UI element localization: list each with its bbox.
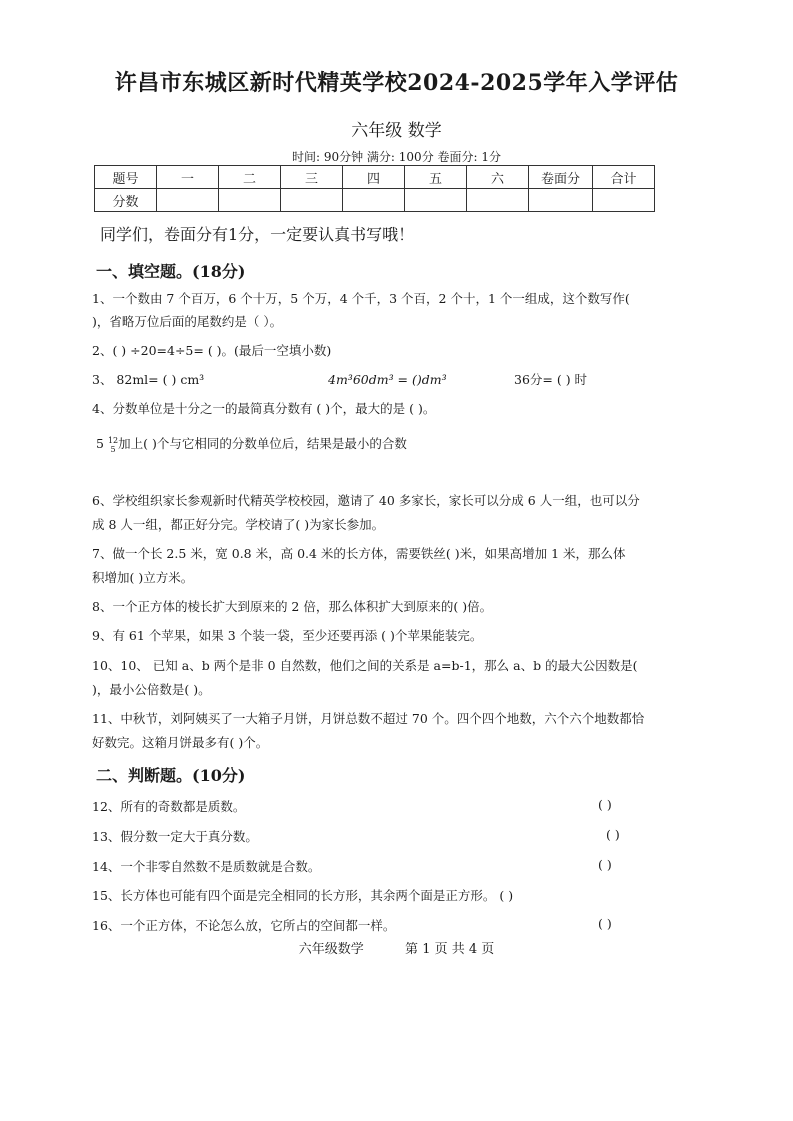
question-5-fraction [108, 436, 118, 454]
true-false-statement: 14、一个非零自然数不是质数就是合数。 [92, 859, 321, 874]
true-false-item [92, 857, 692, 875]
true-false-item [92, 797, 692, 815]
question-6-line-1: 6、学校组织家长参观新时代精英学校校园，邀请了 40 多家长，家长可以分成 6 人一组，也可以分 [92, 493, 640, 508]
score-input-cell[interactable] [529, 189, 593, 212]
question-4: 4、分数单位是十分之一的最简真分数有 ( )个，最大的是 ( )。 [92, 401, 436, 416]
score-table-cell: 题号 [95, 166, 157, 189]
score-table-cell: 合计 [593, 166, 655, 189]
question-3-part-a: 3、 82ml= ( ) cm³ [92, 372, 205, 387]
section-fill-in-title: 一、填空题。(18分) [96, 262, 246, 281]
score-table-header-row [95, 166, 655, 189]
score-table-cell: 三 [281, 166, 343, 189]
section-true-false-title: 二、判断题。(10分) [96, 766, 246, 785]
question-7-line-1: 7、做一个长 2.5 米，宽 0.8 米，高 0.4 米的长方体，需要铁丝( )米，如果高增加 1 米，那么体 [92, 546, 626, 561]
answer-parenthesis[interactable]: ( ) [598, 916, 612, 931]
score-table-cell: 分数 [95, 189, 157, 212]
question-5-whole: 5 [96, 436, 104, 451]
score-table-cell: 二 [219, 166, 281, 189]
true-false-item [92, 916, 692, 934]
true-false-item [92, 886, 692, 904]
score-input-cell[interactable] [467, 189, 529, 212]
score-input-cell[interactable] [281, 189, 343, 212]
question-3-part-b: 4m³60dm³ = ()dm³ [328, 372, 447, 387]
question-10-line-2: )，最小公倍数是( )。 [92, 682, 211, 697]
question-5-text: 加上( )个与它相同的分数单位后，结果是最小的合数 [118, 436, 407, 451]
true-false-statement: 15、长方体也可能有四个面是完全相同的长方形，其余两个面是正方形。 [92, 888, 496, 903]
score-table-cell: 一 [157, 166, 219, 189]
question-8: 8、一个正方体的棱长扩大到原来的 2 倍，那么体积扩大到原来的( )倍。 [92, 599, 493, 614]
score-table-score-row [95, 189, 655, 212]
question-7-line-2: 积增加( )立方米。 [92, 570, 194, 585]
page-footer: 六年级数学 第 1 页 共 4 页 [298, 942, 495, 957]
score-input-cell[interactable] [593, 189, 655, 212]
exam-subtitle: 六年级 数学 [351, 121, 442, 141]
score-input-cell[interactable] [405, 189, 467, 212]
answer-parenthesis[interactable]: ( ) [606, 827, 620, 842]
score-table-cell: 五 [405, 166, 467, 189]
score-table-cell: 卷面分 [529, 166, 593, 189]
score-input-cell[interactable] [343, 189, 405, 212]
score-table-cell: 六 [467, 166, 529, 189]
exam-title: 许昌市东城区新时代精英学校2024-2025学年入学评估 [114, 70, 679, 96]
answer-parenthesis[interactable]: ( ) [499, 888, 514, 903]
true-false-statement: 13、假分数一定大于真分数。 [92, 829, 258, 844]
score-input-cell[interactable] [157, 189, 219, 212]
question-11-line-1: 11、中秋节，刘阿姨买了一大箱子月饼，月饼总数不超过 70 个。四个四个地数，六个六个地数都恰 [92, 711, 645, 726]
question-11-line-2: 好数完。这箱月饼最多有( )个。 [92, 735, 269, 750]
question-6-line-2: 成 8 人一组，都正好分完。学校请了( )为家长参加。 [92, 517, 385, 532]
exam-meta-info: 时间: 90分钟 满分: 100分 卷面分: 1分 [291, 150, 501, 164]
answer-parenthesis[interactable]: ( ) [598, 797, 612, 812]
question-2: 2、( ) ÷20=4÷5= ( )。(最后一空填小数) [92, 343, 332, 358]
question-5 [96, 431, 407, 457]
true-false-statement: 16、一个正方体，不论怎么放，它所占的空间都一样。 [92, 918, 396, 933]
question-1-line-1: 1、一个数由 7 个百万，6 个十万，5 个万，4 个千，3 个百，2 个十，1 个一组成，这个数写作( [92, 291, 630, 306]
question-1-line-2: )，省略万位后面的尾数约是（ ）。 [92, 314, 283, 329]
score-input-cell[interactable] [219, 189, 281, 212]
question-5-denominator: 5 [110, 444, 116, 454]
question-3-part-c: 36分= ( ) 时 [514, 372, 588, 387]
answer-parenthesis[interactable]: ( ) [598, 857, 612, 872]
neatness-reminder: 同学们，卷面分有1分，一定要认真书写哦！ [100, 225, 415, 244]
true-false-item [92, 827, 692, 845]
true-false-statement: 12、所有的奇数都是质数。 [92, 799, 246, 814]
question-10-line-1: 10、10、 已知 a、b 两个是非 0 自然数，他们之间的关系是 a=b-1，那么 a、b 的最大公因数是( [92, 658, 638, 673]
question-5-numerator: 12 [107, 435, 119, 445]
score-table-cell: 四 [343, 166, 405, 189]
question-9: 9、有 61 个苹果，如果 3 个装一袋，至少还要再添 ( )个苹果能装完。 [92, 628, 483, 643]
score-table [94, 165, 655, 212]
